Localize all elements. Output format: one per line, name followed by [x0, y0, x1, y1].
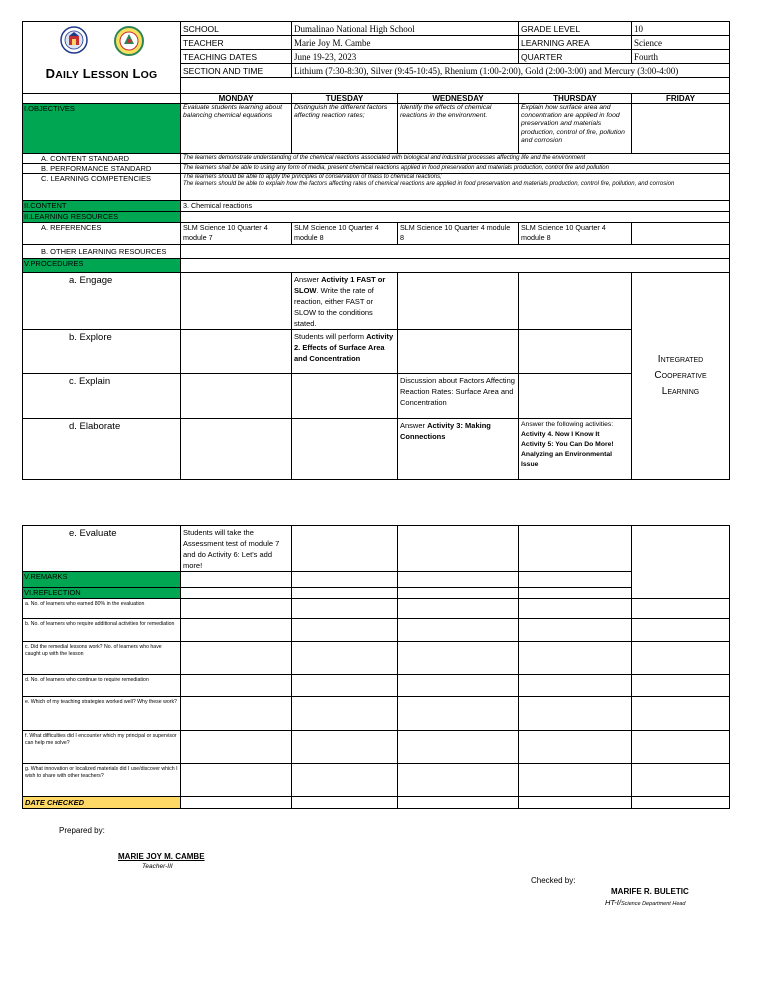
engage-wednesday	[398, 273, 519, 330]
content-standard-text: The learners demonstrate understanding of the chemical reactions associated with biological and industrial processes affecting life and the environment	[181, 154, 730, 164]
day-wednesday: WEDNESDAY	[398, 94, 519, 104]
remarks-tuesday	[292, 572, 398, 588]
references-label: A. REFERENCES	[23, 223, 181, 245]
area-label: LEARNING AREA	[519, 36, 632, 50]
remarks-wednesday	[398, 572, 519, 588]
reflection-thursday	[519, 588, 632, 599]
objective-wednesday: Identify the effects of chemical reactions in the environment.	[398, 104, 519, 154]
engage-tuesday: Answer Activity 1 FAST or SLOW. Write the rate of reaction, either FAST or SLOW to the conditions stated.	[292, 273, 398, 330]
reflection-monday	[181, 588, 292, 599]
dates-value: June 19-23, 2023	[292, 50, 519, 64]
quarter-value: Fourth	[632, 50, 730, 64]
header-spacer	[181, 78, 730, 94]
reflection-f-fri	[632, 731, 730, 764]
remarks-monday	[181, 572, 292, 588]
engage-thursday	[519, 273, 632, 330]
grade-value: 10	[632, 22, 730, 36]
teacher-value: Marie Joy M. Cambe	[292, 36, 519, 50]
explore-thursday	[519, 330, 632, 374]
school-label: SCHOOL	[181, 22, 292, 36]
reflection-d-wed	[398, 675, 519, 697]
reference-friday	[632, 223, 730, 245]
grade-label: GRADE LEVEL	[519, 22, 632, 36]
prepared-by-block	[118, 852, 205, 870]
checked-by-role: HT-I/Science Department Head	[605, 898, 686, 907]
reflection-tuesday	[292, 588, 398, 599]
explore-wednesday	[398, 330, 519, 374]
reflection-b-wed	[398, 619, 519, 642]
explore-label: b. Explore	[23, 330, 181, 374]
reflection-c-wed	[398, 642, 519, 675]
dates-label: TEACHING DATES	[181, 50, 292, 64]
performance-standard-text: The learners shall be able to using any form of media, present chemical reactions applied in food preservation and materials production, control fire and pollution	[181, 164, 730, 174]
checked-by-label: Checked by:	[531, 876, 576, 885]
reference-monday: SLM Science 10 Quarter 4 module 7	[181, 223, 292, 245]
checked-by-name: MARIFE R. BULETIC	[611, 887, 689, 896]
explore-monday	[181, 330, 292, 374]
date-checked-fri	[632, 797, 730, 809]
reflection-a-mon	[181, 599, 292, 619]
school-seal-icon	[114, 26, 144, 56]
learning-resources-label: II.LEARNING RESOURCES	[23, 212, 181, 223]
date-checked-thu	[519, 797, 632, 809]
remarks-thursday	[519, 572, 632, 588]
elaborate-wednesday: Answer Activity 3: Making Connections	[398, 419, 519, 480]
day-header-blank	[23, 94, 181, 104]
reflection-e-fri	[632, 697, 730, 731]
reflection-e-tue	[292, 697, 398, 731]
objective-tuesday: Distinguish the different factors affecting reaction rates;	[292, 104, 398, 154]
objectives-label: I.OBJECTIVES	[23, 104, 181, 154]
day-thursday: THURSDAY	[519, 94, 632, 104]
reflection-g-fri	[632, 764, 730, 797]
reference-wednesday: SLM Science 10 Quarter 4 module 8	[398, 223, 519, 245]
reflection-d-mon	[181, 675, 292, 697]
reflection-label: VI.REFLECTION	[23, 588, 181, 599]
objective-monday: Evaluate students learning about balancing chemical equations	[181, 104, 292, 154]
friday-method-cell: Integrated Cooperative Learning	[632, 273, 730, 480]
content-label: II.CONTENT	[23, 201, 181, 212]
explain-monday	[181, 374, 292, 419]
remarks-label: V.REMARKS	[23, 572, 181, 588]
competencies-label: C. LEARNING COMPETENCIES	[23, 174, 181, 201]
teacher-label: TEACHER	[181, 36, 292, 50]
reflection-item-g: g. What innovation or localized materials did I use/discover which I wish to share with other teachers?	[23, 764, 181, 797]
date-checked-tue	[292, 797, 398, 809]
explain-tuesday	[292, 374, 398, 419]
reflection-b-thu	[519, 619, 632, 642]
deped-seal-icon	[60, 26, 88, 54]
reflection-e-thu	[519, 697, 632, 731]
content-standard-label: A. CONTENT STANDARD	[23, 154, 181, 164]
competencies-text: The learners should be able to apply the principles of conservation of mass to chemical reactions; The learners should be able to explain how the factors affecting rates of chemical reactions are applied in food preservation and materials production, control fire, pollution, and corrosion	[181, 174, 730, 201]
day-friday: FRIDAY	[632, 94, 730, 104]
reflection-item-e: e. Which of my teaching strategies worked well? Why these work?	[23, 697, 181, 731]
other-resources-label: B. OTHER LEARNING RESOURCES	[23, 245, 181, 259]
explain-thursday	[519, 374, 632, 419]
reflection-b-tue	[292, 619, 398, 642]
engage-label: a. Engage	[23, 273, 181, 330]
checked-by-block	[605, 887, 689, 907]
reflection-g-mon	[181, 764, 292, 797]
reflection-d-tue	[292, 675, 398, 697]
date-checked-label: DATE CHECKED	[23, 797, 181, 809]
reflection-c-tue	[292, 642, 398, 675]
date-checked-wed	[398, 797, 519, 809]
reflection-d-thu	[519, 675, 632, 697]
elaborate-monday	[181, 419, 292, 480]
section-label: SECTION AND TIME	[181, 64, 292, 78]
reflection-b-mon	[181, 619, 292, 642]
reference-tuesday: SLM Science 10 Quarter 4 module 8	[292, 223, 398, 245]
reflection-f-tue	[292, 731, 398, 764]
prepared-by-role: Teacher-III	[142, 863, 173, 870]
document-title: DAILY LESSON LOG	[45, 66, 158, 81]
elaborate-thursday: Answer the following activities: Activity 4. Now I Know It Activity 5: You Can Do More! Analyzing an Environmental Issue	[519, 419, 632, 480]
area-value: Science	[632, 36, 730, 50]
prepared-by-name: MARIE JOY M. CAMBE	[118, 852, 205, 861]
reflection-c-thu	[519, 642, 632, 675]
explain-wednesday: Discussion about Factors Affecting Reaction Rates: Surface Area and Concentration	[398, 374, 519, 419]
objective-thursday: Explain how surface area and concentration are applied in food preservation and materials production, control of fire, pollution and corrosion	[519, 104, 632, 154]
reflection-g-tue	[292, 764, 398, 797]
school-value: Dumalinao National High School	[292, 22, 519, 36]
reflection-a-tue	[292, 599, 398, 619]
reflection-c-fri	[632, 642, 730, 675]
reflection-item-b: b. No. of learners who require additional activities for remediation	[23, 619, 181, 642]
content-value: 3. Chemical reactions	[181, 201, 730, 212]
reflection-e-wed	[398, 697, 519, 731]
reflection-item-d: d. No. of learners who continue to require remediation	[23, 675, 181, 697]
section-value: Lithium (7:30-8:30), Silver (9:45-10:45), Rhenium (1:00-2:00), Gold (2:00-3:00) and Mercury (3:00-4:00)	[292, 64, 730, 78]
engage-monday	[181, 273, 292, 330]
prepared-by-label: Prepared by:	[59, 826, 105, 835]
reflection-a-wed	[398, 599, 519, 619]
other-resources-value	[181, 245, 730, 259]
dll-title-cell	[23, 22, 181, 94]
evaluate-wednesday	[398, 526, 519, 572]
reflection-d-fri	[632, 675, 730, 697]
evaluate-friday	[632, 526, 730, 599]
lesson-log-table-main	[22, 21, 730, 480]
procedures-blank	[181, 259, 730, 273]
performance-standard-label: B. PERFORMANCE STANDARD	[23, 164, 181, 174]
lesson-log-table-evaluation	[22, 525, 730, 809]
reflection-g-thu	[519, 764, 632, 797]
reflection-c-mon	[181, 642, 292, 675]
elaborate-label: d. Elaborate	[23, 419, 181, 480]
quarter-label: QUARTER	[519, 50, 632, 64]
day-monday: MONDAY	[181, 94, 292, 104]
date-checked-mon	[181, 797, 292, 809]
reflection-a-fri	[632, 599, 730, 619]
explain-label: c. Explain	[23, 374, 181, 419]
reflection-g-wed	[398, 764, 519, 797]
reference-thursday: SLM Science 10 Quarter 4 module 8	[519, 223, 632, 245]
reflection-item-a: a. No. of learners who earned 80% in the evaluation	[23, 599, 181, 619]
reflection-item-c: c. Did the remedial lessons work? No. of learners who have caught up with the lesson	[23, 642, 181, 675]
reflection-a-thu	[519, 599, 632, 619]
objective-friday	[632, 104, 730, 154]
reflection-wednesday	[398, 588, 519, 599]
reflection-b-fri	[632, 619, 730, 642]
evaluate-tuesday	[292, 526, 398, 572]
reflection-f-thu	[519, 731, 632, 764]
explore-tuesday: Students will perform Activity 2. Effects of Surface Area and Concentration	[292, 330, 398, 374]
reflection-f-mon	[181, 731, 292, 764]
day-tuesday: TUESDAY	[292, 94, 398, 104]
procedures-label: V.PROCEDURES	[23, 259, 181, 273]
reflection-f-wed	[398, 731, 519, 764]
reflection-item-f: f. What difficulties did I encounter which my principal or supervisor can help me solve?	[23, 731, 181, 764]
evaluate-label: e. Evaluate	[23, 526, 181, 572]
evaluate-thursday	[519, 526, 632, 572]
evaluate-monday: Students will take the Assessment test of module 7 and do Activity 6: Let's add more!	[181, 526, 292, 572]
elaborate-tuesday	[292, 419, 398, 480]
learning-resources-blank	[181, 212, 730, 223]
reflection-e-mon	[181, 697, 292, 731]
